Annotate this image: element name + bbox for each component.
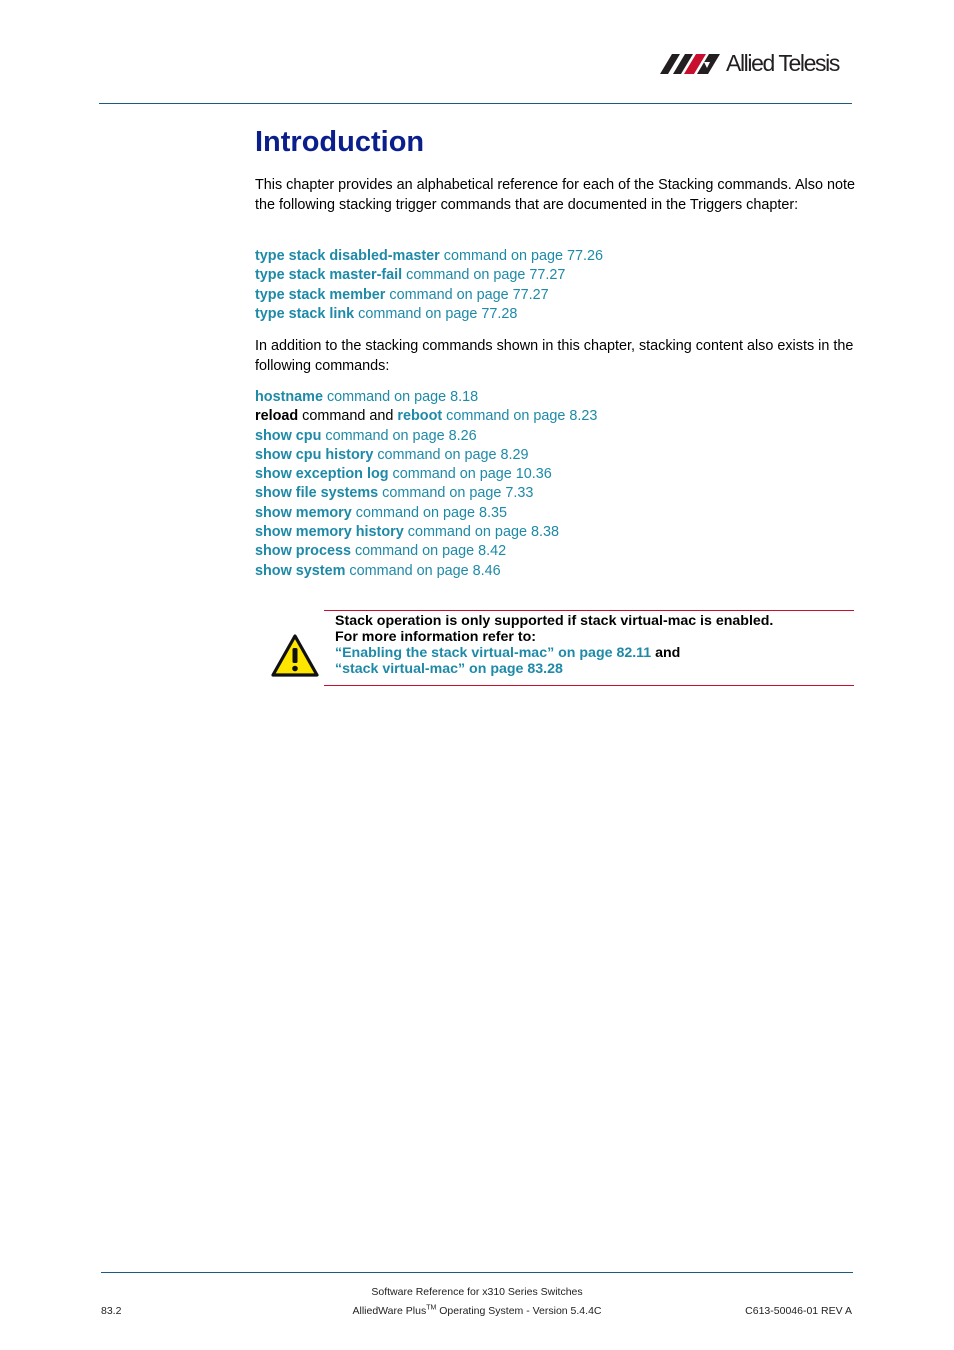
command-link-show-memory-history[interactable]: show memory history command on page 8.38 [255,524,559,541]
trigger-command-list [255,247,855,324]
warning-triangle-icon [270,633,320,679]
intro-paragraph: This chapter provides an alphabetical reference for each of the Stacking commands. Also note the following stacking trigger commands that are documented in the Triggers chapter: [255,177,855,213]
trigger-link-member[interactable]: type stack member command on page 77.27 [255,286,549,303]
logo-wordmark: Allied Telesis [726,50,839,76]
note-line-3: “Enabling the stack virtual-mac” on page 82.11 and [335,645,681,661]
note-text [335,613,854,677]
footer-page-number: 83.2 [101,1305,122,1317]
header-rule [99,103,852,104]
trigger-link-link[interactable]: type stack link command on page 77.28 [255,305,518,322]
page-title: Introduction [255,126,425,158]
note-top-rule [324,610,854,611]
warning-note [270,610,854,686]
logo-mark-icon [660,53,724,75]
command-link-show-file-systems[interactable]: show file systems command on page 7.33 [255,485,534,502]
command-link-show-cpu[interactable]: show cpu command on page 8.26 [255,427,477,444]
enabling-virtual-mac-link[interactable]: “Enabling the stack virtual-mac” on page 82.11 [335,645,652,661]
related-command-list [255,388,855,581]
stack-virtual-mac-link[interactable]: “stack virtual-mac” on page 83.28 [335,661,563,677]
note-line-4 [335,661,854,677]
command-link-show-memory[interactable]: show memory command on page 8.35 [255,504,507,521]
addition-paragraph: In addition to the stacking commands shown in this chapter, stacking content also exists in the following commands: [255,338,854,374]
note-line-1: Stack operation is only supported if stack virtual-mac is enabled. [335,613,774,629]
reload-command: reload [255,408,299,425]
trigger-link-master-fail[interactable]: type stack master-fail command on page 77.27 [255,267,566,284]
command-link-show-system[interactable]: show system command on page 8.46 [255,562,501,579]
command-link-show-exception-log[interactable]: show exception log command on page 10.36 [255,466,552,483]
footer-doc-title: Software Reference for x310 Series Switches [371,1286,583,1298]
footer-product: AlliedWare Plus™ Operating System - Version 5.4.4C [352,1304,602,1317]
command-link-hostname[interactable]: hostname command on page 8.18 [255,389,479,405]
trigger-link-disabled-master[interactable]: type stack disabled-master command on page 77.26 [255,248,603,264]
reboot-ref-link[interactable]: command on page 8.23 [442,408,598,425]
note-bottom-rule [324,685,854,686]
allied-telesis-logo [660,50,856,80]
command-link-show-process[interactable]: show process command on page 8.42 [255,543,507,560]
reboot-link[interactable]: reboot [397,408,443,425]
note-line-2: For more information refer to: [335,629,537,645]
footer-doc-id: C613-50046-01 REV A [745,1305,852,1317]
footer-rule [101,1272,853,1273]
reload-reboot-line: reload command and reboot command on page 8.23 [255,408,598,425]
command-link-show-cpu-history[interactable]: show cpu history command on page 8.29 [255,446,529,463]
